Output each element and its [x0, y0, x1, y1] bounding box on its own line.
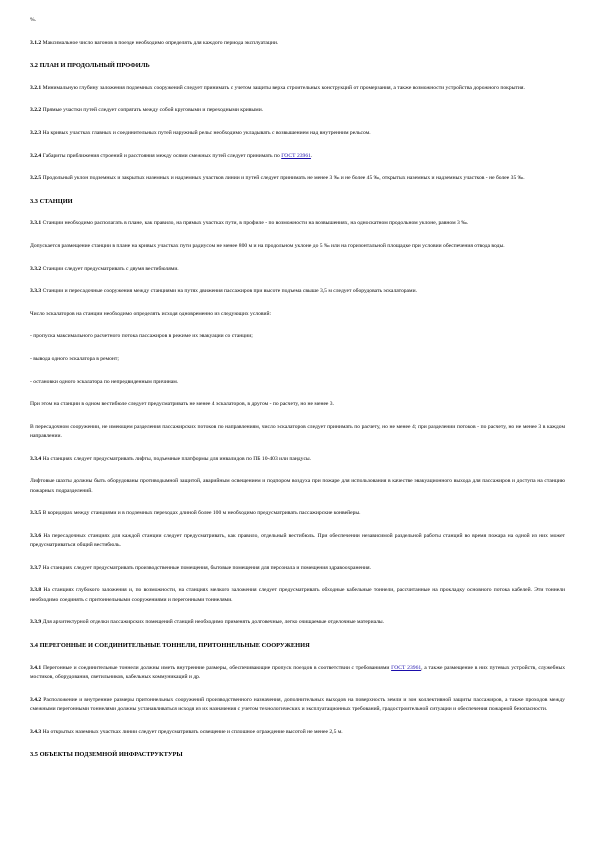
paragraph [30, 84, 565, 93]
paragraph [30, 509, 565, 518]
paragraph [30, 242, 565, 251]
text-run: Лифтовые шахты должны быть оборудованы противодымной защитой, аварийным освещением и подпором воздуха при пожаре для использования в качестве эвакуационного выхода для пассажиров и доступа на станцию пожарных подразделений. [30, 478, 565, 494]
text-run: - пропуска максимального расчетного потока пассажиров в режиме их эвакуации со станции; [30, 333, 253, 340]
text-run: . [310, 152, 313, 159]
text-run: Число эскалаторов на станции необходимо определять исходя одновременно из следующих условий: [30, 310, 272, 317]
section-heading [30, 197, 565, 206]
paragraph [30, 265, 565, 274]
text-run: На станциях следует предусматривать лифты, подъемные платформы для инвалидов по ПБ 10-403 или пандусы. [42, 455, 312, 462]
text-run: Станции следует предусматривать с двумя вестибюлями. [42, 265, 179, 272]
text-run: 3.4 ПЕРЕГОННЫЕ И СОЕДИНИТЕЛЬНЫЕ ТОННЕЛИ, ПРИТОННЕЛЬНЫЕ СООРУЖЕНИЯ [30, 642, 310, 650]
text-run: Допускается размещение станции в плане на кривых участках пути радиусом не менее 800 м и на продольном уклоне до 5 ‰ или на горизонтальной площадке при условии обеспечения отвода воды. [30, 242, 505, 249]
text-run: Расположение и внутренние размеры притоннельных сооружений производственного назначения, дополнительных выходов на поверхность земли и зон коллективной защиты пассажиров, а также проходов между смежными перегонными тоннелями должны устанавливаться исходя из их назначения с учетом технологических и эксплуатационных требований, градостроительной ситуации и обеспечения пожарной безопасности. [30, 696, 565, 713]
paragraph [30, 378, 565, 387]
paragraph [30, 39, 565, 48]
clause-number: 3.3.9 [30, 619, 42, 626]
paragraph [30, 106, 565, 115]
text-run: 3.5 ОБЪЕКТЫ ПОДЗЕМНОЙ ИНФРАСТРУКТУРЫ [30, 751, 183, 759]
text-run: - вывода одного эскалатора в ремонт; [30, 355, 119, 362]
text-run: На открытых наземных участках линии следует предусматривать освещение и сплошное ограждение высотой не менее 2,5 м. [42, 728, 343, 735]
clause-number: 3.2.5 [30, 175, 42, 182]
paragraph [30, 564, 565, 573]
paragraph [30, 16, 565, 25]
paragraph [30, 400, 565, 409]
section-heading [30, 61, 565, 70]
clause-number: 3.3.3 [30, 288, 42, 295]
text-run: 3.2 ПЛАН И ПРОДОЛЬНЫЙ ПРОФИЛЬ [30, 62, 150, 70]
paragraph [30, 618, 565, 627]
clause-number: 3.3.4 [30, 455, 42, 462]
text-run: Минимальную глубину заложения подземных сооружений следует принимать с учетом защиты верха строительных конструкций от промерзания, а также возможности устройства дорожного покрытия. [42, 84, 525, 91]
text-run: При этом на станции в одном вестибюле следует предусматривать не менее 4 эскалаторов, в другом - по расчету, но не менее 3. [30, 401, 335, 408]
clause-number: 3.2.1 [30, 84, 42, 91]
paragraph [30, 423, 565, 442]
clause-number: 3.2.3 [30, 129, 42, 136]
document-body [30, 16, 565, 773]
text-run: На кривых участках главных и соединительных путей наружный рельс необходимо укладывать с возвышением над внутренним рельсом. [42, 129, 371, 136]
section-heading [30, 641, 565, 650]
clause-number: 3.2.4 [30, 152, 42, 159]
paragraph [30, 532, 565, 551]
clause-number: 3.4.2 [30, 696, 42, 703]
paragraph [30, 477, 565, 496]
text-run: Продольный уклон подземных и закрытых наземных и надземных участков линии и путей следует принимать не менее 3 ‰ и не более 45 ‰, открытых наземных и надземных участков - не более 35 ‰. [42, 175, 525, 182]
text-run: Станции необходимо располагать в плане, как правило, на прямых участках пути, в профиле - по возможности на возвышениях, на односкатном продольном уклоне, равном 3 ‰. [42, 220, 469, 227]
paragraph [30, 455, 565, 464]
paragraph [30, 174, 565, 183]
clause-number: 3.4.3 [30, 728, 42, 735]
clause-number: 3.3.6 [30, 532, 42, 539]
text-run: На станциях глубокого заложения и, по возможности, на станциях мелкого заложения следует предусматривать обходные кабельные тоннели, рассчитанные на прокладку основного потока кабелей. Эти тоннели необходимо соединять с притоннельными сооружениями и перегонными тоннелями. [30, 587, 566, 603]
text-run: Для архитектурной отделки пассажирских помещений станций необходимо применять долговечные, легко очищаемые отделочные материалы. [42, 619, 385, 626]
paragraph [30, 287, 565, 296]
clause-number: 3.3.1 [30, 220, 42, 227]
paragraph [30, 129, 565, 138]
standard-link[interactable]: ГОСТ 23961 [281, 152, 311, 159]
clause-number: 3.3.2 [30, 265, 42, 272]
paragraph [30, 310, 565, 319]
clause-number: 3.3.5 [30, 510, 42, 517]
text-run: Максимальное число вагонов в поезде необходимо определять для каждого периода эксплуатации. [42, 39, 279, 46]
clause-number: 3.2.2 [30, 107, 42, 114]
text-run: На станциях следует предусматривать производственные помещения, бытовые помещения для персонала и помещения здравоохранения. [42, 564, 371, 571]
paragraph [30, 586, 565, 605]
clause-number: 3.3.8 [30, 587, 42, 594]
clause-number: 3.1.2 [30, 39, 42, 46]
paragraph [30, 332, 565, 341]
paragraph [30, 152, 565, 161]
text-run: На пересадочных станциях для каждой станции следует предусматривать, как правило, отдельный вестибюль. При обеспечении независимой раздельной работы станций во время пожара на одной из них может предусматриваться общий вестибюль. [30, 532, 565, 549]
text-run: Прямые участки путей следует сопрягать между собой круговыми и переходными кривыми. [42, 107, 264, 114]
standard-link[interactable]: ГОСТ 23961 [391, 664, 422, 671]
text-run: Габариты приближения строений и расстояния между осями смежных путей следует принимать по [42, 152, 282, 159]
clause-number: 3.4.1 [30, 664, 42, 671]
section-heading [30, 750, 565, 759]
text-run: В коридорах между станциями и в подземных переходах длиной более 100 м необходимо предусматривать пассажирские конвейеры. [42, 510, 361, 517]
text-run: В пересадочном сооружении, не имеющем разделения пассажирских потоков по направлениям, число эскалаторов следует принимать по расчету, но не менее 4; при разделении потоков - по расчету, но не менее 3 в каждом направлении. [30, 423, 565, 440]
text-run: 3.3 СТАНЦИИ [30, 197, 73, 205]
paragraph [30, 664, 565, 683]
paragraph [30, 219, 565, 228]
clause-number: 3.3.7 [30, 564, 42, 571]
text-run: %. [30, 17, 37, 23]
text-run: Перегонные и соединительные тоннели должны иметь внутренние размеры, обеспечивающие пропуск поездов в соответствии с требованиями [42, 664, 392, 671]
paragraph [30, 728, 565, 737]
paragraph [30, 355, 565, 364]
paragraph [30, 696, 565, 715]
text-run: Станции и пересадочные сооружения между станциями на путях движения пассажиров при высоте подъема свыше 3,5 м следует оборудовать эскалаторами. [42, 288, 417, 295]
text-run: , а также размещение в них путевых устройств, служебных мостиков, оборудования, светильников, кабельных коммуникаций и др. [30, 664, 565, 681]
text-run: - остановки одного эскалатора по непредвиденным причинам. [30, 378, 179, 385]
